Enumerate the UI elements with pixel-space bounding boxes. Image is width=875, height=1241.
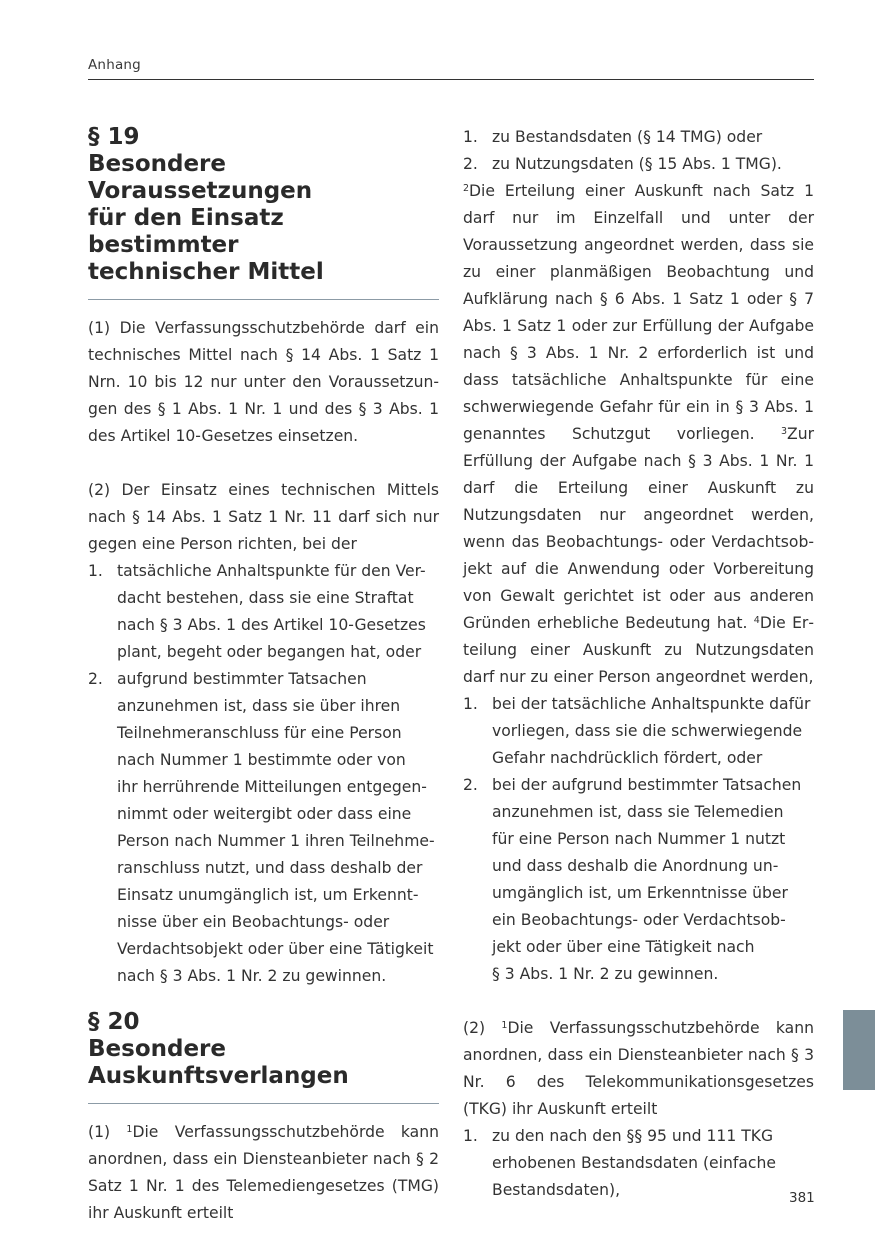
paragraph-text: Die Verfassungsschutzbehörde kann anordnen, dass ein Diensteanbieter nach § 2 Satz 1 Nr. 1 des Telemediengesetzes (TMG) ihr Auskunft erteilt: [88, 1123, 439, 1222]
right-column: [463, 124, 814, 1204]
section-19-heading: [88, 124, 439, 286]
list-item-number: 1.: [88, 562, 103, 580]
section-19-list: [88, 558, 439, 990]
section-20-paragraph-1: [88, 1119, 439, 1227]
list-item-line: anzunehmen ist, dass sie Telemedien: [492, 803, 784, 821]
section-20-heading: [88, 1009, 439, 1090]
sentence-number: 2: [463, 183, 470, 194]
section-20-p2-list: [463, 1123, 814, 1204]
paragraph-text: Zur Erfüllung der Aufgabe nach § 3 Abs. 1 Nr. 1 darf die Erteilung einer Auskunft zu Nutzungsdaten nur angeordnet werden, wenn das Beobachtungs- oder Verdachtsobjekt auf die Anwendung oder Vorbereitung von Gewalt gerichtet ist oder aus anderen Gründen erhebliche Bedeutung hat.: [463, 425, 814, 632]
list-item-number: 2.: [463, 155, 478, 173]
list-item: [88, 558, 439, 666]
list-item-line: für eine Person nach Nummer 1 nutzt: [492, 830, 786, 848]
list-item: [88, 666, 439, 990]
list-item-line: Bestandsdaten),: [492, 1181, 621, 1199]
list-item: [463, 151, 814, 178]
list-item-line: nach Nummer 1 bestimmte oder von: [117, 751, 406, 769]
section-19-paragraph-2-intro: (2) Der Einsatz eines technischen Mittels nach § 14 Abs. 1 Satz 1 Nr. 11 darf sich nur gegen eine Person richten, bei der: [88, 481, 439, 553]
section-20-number: § 20: [88, 1009, 140, 1035]
list-item-number: 2.: [88, 670, 103, 688]
list-item-line: nisse über ein Beobachtungs- oder: [117, 913, 390, 931]
list-item-line: Verdachtsobjekt oder über eine Tätigkeit: [117, 940, 434, 958]
section-19-title-line: Besondere Voraussetzungen: [88, 151, 313, 204]
section-19-title-line: für den Einsatz bestimmter: [88, 205, 284, 258]
section-20-rule: [88, 1103, 439, 1104]
paragraph-label: (2): [463, 1019, 502, 1037]
list-item-line: erhobenen Bestandsdaten (einfache: [492, 1154, 776, 1172]
section-19-title-line: technischer Mittel: [88, 259, 324, 285]
section-20-paragraph-1-continuation: [463, 178, 814, 691]
list-item-line: umgänglich ist, um Erkenntnisse über: [492, 884, 788, 902]
list-item: [463, 772, 814, 988]
paragraph-text: Die Erteilung einer Auskunft nach Satz 1 darf nur im Einzelfall und unter der Voraussetzung angeordnet werden, dass sie zu einer planmäßigen Beobachtung und Aufklärung nach § 6 Abs. 1 Satz 1 oder § 7 Abs. 1 Satz 1 oder zur Erfüllung der Aufgabe nach § 3 Abs. 1 Nr. 2 erforderlich ist und dass tatsächliche Anhaltspunkte für eine schwerwiegende Gefahr für ein in § 3 Abs. 1 genanntes Schutzgut vorliegen.: [463, 182, 814, 443]
list-item: [463, 124, 814, 151]
list-item-line: Einsatz unumgänglich ist, um Erkennt-: [117, 886, 419, 904]
sentence-number: 4: [753, 615, 760, 626]
header-rule: [88, 79, 814, 80]
list-item-line: aufgrund bestimmter Tatsachen: [117, 670, 367, 688]
list-item: [463, 691, 814, 772]
list-item-text: zu Nutzungsdaten (§ 15 Abs. 1 TMG).: [492, 155, 782, 173]
list-item-number: 2.: [463, 776, 478, 794]
running-header: Anhang: [88, 57, 141, 73]
list-item-line: und dass deshalb die Anordnung un-: [492, 857, 779, 875]
list-item-line: Gefahr nachdrücklich fördert, oder: [492, 749, 763, 767]
section-20-p1-person-list: [463, 691, 814, 988]
section-19-number: § 19: [88, 124, 140, 150]
list-item-line: plant, begeht oder begangen hat, oder: [117, 643, 422, 661]
sentence-number: 1: [126, 1124, 133, 1135]
list-item-line: ein Beobachtungs- oder Verdachtsob-: [492, 911, 786, 929]
sentence-number: 1: [501, 1020, 508, 1031]
list-item-line: § 3 Abs. 1 Nr. 2 zu gewinnen.: [492, 965, 719, 983]
left-column: [88, 124, 439, 1227]
list-item-line: ihr herrührende Mitteilungen entgegen-: [117, 778, 427, 796]
list-item-line: jekt oder über eine Tätigkeit nach: [492, 938, 755, 956]
section-19-rule: [88, 299, 439, 300]
section-19-paragraph-1: (1) Die Verfassungsschutzbehörde darf ein technisches Mittel nach § 14 Abs. 1 Satz 1 Nrn. 10 bis 12 nur unter den Voraussetzungen des § 1 Abs. 1 Nr. 1 und des § 3 Abs. 1 des Artikel 10-Gesetzes einsetzen.: [88, 319, 439, 445]
list-item-text: zu Bestandsdaten (§ 14 TMG) oder: [492, 128, 763, 146]
list-item-line: Teilnehmeranschluss für eine Person: [117, 724, 402, 742]
paragraph-text: Die Erteilung einer Auskunft zu Nutzungsdaten darf nur zu einer Person angeordnet werden,: [463, 614, 814, 686]
section-20-p1-list: [463, 124, 814, 178]
list-item-line: nimmt oder weitergibt oder dass eine: [117, 805, 412, 823]
list-item-line: bei der aufgrund bestimmter Tatsachen: [492, 776, 802, 794]
list-item-line: vorliegen, dass sie die schwerwiegende: [492, 722, 803, 740]
sentence-number: 3: [780, 426, 788, 437]
list-item-line: ranschluss nutzt, und dass deshalb der: [117, 859, 423, 877]
list-item-line: zu den nach den §§ 95 und 111 TKG: [492, 1127, 774, 1145]
list-item-line: nach § 3 Abs. 1 Nr. 2 zu gewinnen.: [117, 967, 387, 985]
paragraph-text: Die Verfassungsschutzbehörde kann anordnen, dass ein Diensteanbieter nach § 3 Nr. 6 des Telekommunikationsgesetzes (TKG) ihr Auskunft erteilt: [463, 1019, 814, 1118]
list-item-line: anzunehmen ist, dass sie über ihren: [117, 697, 401, 715]
chapter-thumb-tab: [843, 1010, 875, 1090]
page-number: 381: [789, 1190, 815, 1206]
list-item-line: bei der tatsächliche Anhaltspunkte dafür: [492, 695, 811, 713]
section-20-paragraph-2: [463, 1015, 814, 1123]
list-item-number: 1.: [463, 128, 478, 146]
section-20-title: Besondere Auskunftsverlangen: [88, 1036, 349, 1089]
list-item-line: Person nach Nummer 1 ihren Teilnehme-: [117, 832, 435, 850]
list-item-line: tatsächliche Anhaltspunkte für den Ver-: [117, 562, 426, 580]
list-item: [463, 1123, 814, 1204]
list-item-line: dacht bestehen, dass sie eine Straftat: [117, 589, 414, 607]
paragraph-label: (1): [88, 1123, 127, 1141]
list-item-number: 1.: [463, 695, 478, 713]
list-item-number: 1.: [463, 1127, 478, 1145]
list-item-line: nach § 3 Abs. 1 des Artikel 10-Gesetzes: [117, 616, 426, 634]
